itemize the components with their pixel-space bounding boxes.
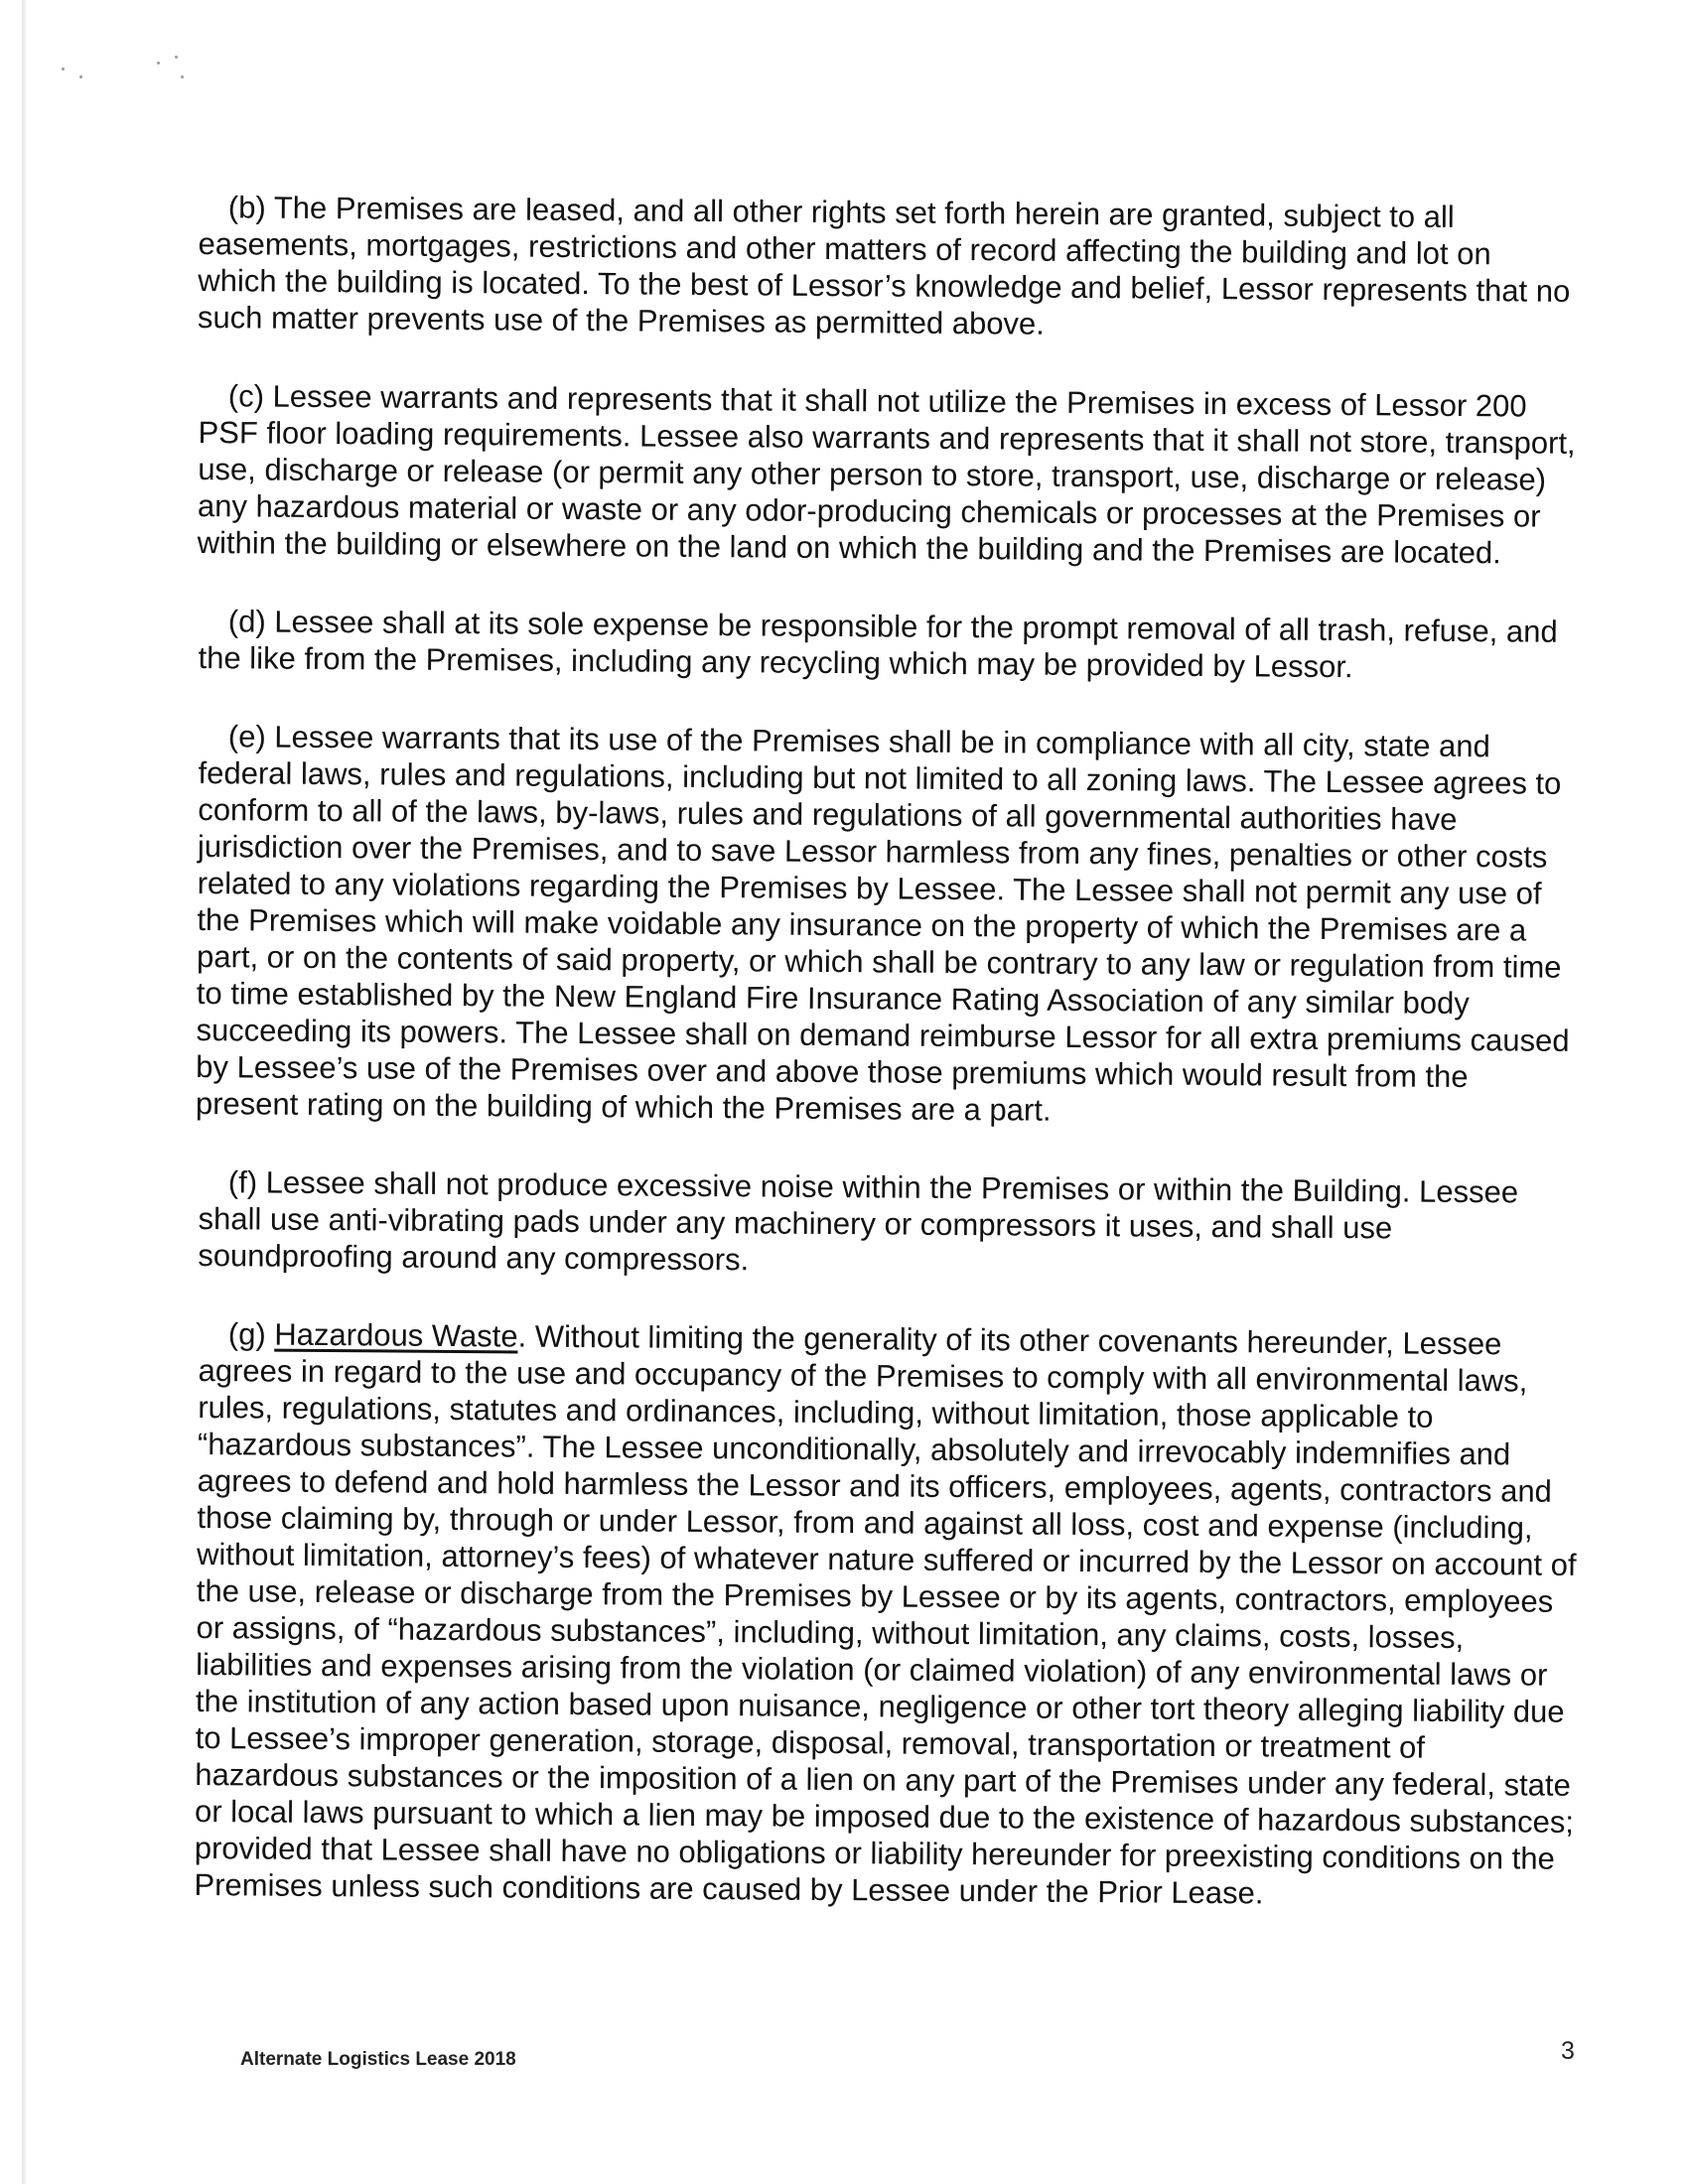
scan-speck xyxy=(181,75,184,78)
scan-speck xyxy=(175,56,178,59)
clause-c-text: (c) Lessee warrants and represents that it shall not utilize the Premises in excess of Lessor 200 PSF floor loading requirements. Lessee also warrants and represents that it shall not store, transport, use, discharge or release (or permit any other person to store, transport, use, discharge or release) any hazardous material or waste or any odor-producing chemicals or processes at the Premises or within the building or elsewhere on the land on which the building and the Premises are located. xyxy=(197,378,1576,571)
document-body xyxy=(194,189,1579,1945)
clause-g-heading: Hazardous Waste xyxy=(274,1316,518,1354)
clause-b xyxy=(198,189,1579,346)
page-number: 3 xyxy=(1561,2037,1575,2065)
clause-d xyxy=(198,603,1579,687)
clause-b-text: (b) The Premises are leased, and all other rights set forth herein are granted, subject to all easements, mortgages, restrictions and other matters of record affecting the building and lot on which the building is located. To the best of Lessor’s knowledge and belief, Lessor represents that no such matter prevents use of the Premises as permitted above. xyxy=(197,190,1571,341)
scan-shadow-edge xyxy=(22,0,26,2184)
clause-f xyxy=(198,1163,1579,1285)
clause-c xyxy=(198,377,1579,572)
clause-g xyxy=(194,1315,1579,1914)
clause-e-text: (e) Lessee warrants that its use of the Premises shall be in compliance with all city, state and federal laws, rules and regulations, including but not limited to all zoning laws. The Lessee agrees to conform to all of the laws, by-laws, rules and regulations of all governmental authorities have jurisdiction over the Premises, and to save Lessor harmless from any fines, penalties or other costs related to any violations regarding the Premises by Lessee. The Lessee shall not permit any use of the Premises which will make voidable any insurance on the property of which the Premises are a part, or on the contents of said property, or which shall be contrary to any law or regulation from time to time established by the New England Fire Insurance Rating Association of any similar body succeeding its powers. The Lessee shall on demand reimburse Lessor for all extra premiums caused by Lessee’s use of the Premises over and above those premiums which would result from the present rating on the building of which the Premises are a part. xyxy=(195,719,1570,1128)
footer-document-title: Alternate Logistics Lease 2018 xyxy=(240,2049,516,2070)
clause-g-prefix: (g) xyxy=(227,1316,275,1352)
scan-speck xyxy=(79,75,82,78)
clause-e xyxy=(196,718,1579,1133)
scan-speck xyxy=(62,68,65,70)
clause-f-text: (f) Lessee shall not produce excessive noise within the Premises or within the Building. Lessee shall use anti-vibrating pads under any machinery or compressors it uses, and shall use soundproofing around any compressors. xyxy=(198,1164,1519,1278)
clause-d-text: (d) Lessee shall at its sole expense be responsible for the prompt removal of all trash, refuse, and the like from the Premises, including any recycling which may be provided by Lessor. xyxy=(198,604,1558,685)
clause-g-text: . Without limiting the generality of its other covenants hereunder, Lessee agrees in regard to the use and occupancy of the Premises to comply with all environmental laws, rules, regulations, statutes and ordinances, including, without limitation, those applicable to “hazardous substances”. The Lessee unconditionally, absolutely and irrevocably indemnifies and agrees to defend and hold harmless the Lessor and its officers, employees, agents, contractors and those claiming by, through or under Lessor, from and against all loss, cost and expense (including, without limitation, attorney’s fees) of whatever nature suffered or incurred by the Lessor on account of the use, release or discharge from the Premises by Lessee or by its agents, contractors, employees or assigns, of “hazardous substances”, including, without limitation, any claims, costs, losses, liabilities and expenses arising from the violation (or claimed violation) of any environmental laws or the institution of any action based upon nuisance, negligence or other tort theory alleging liability due to Lessee’s improper generation, storage, disposal, removal, transportation or treatment of hazardous substances or the imposition of a lien on any part of the Premises under any federal, state or local laws pursuant to which a lien may be imposed due to the existence of hazardous substances; provided that Lessee shall have no obligations or liability hereunder for preexisting conditions on the Premises unless such conditions are caused by Lessee under the Prior Lease. xyxy=(194,1318,1577,1911)
scan-speck xyxy=(157,62,160,65)
